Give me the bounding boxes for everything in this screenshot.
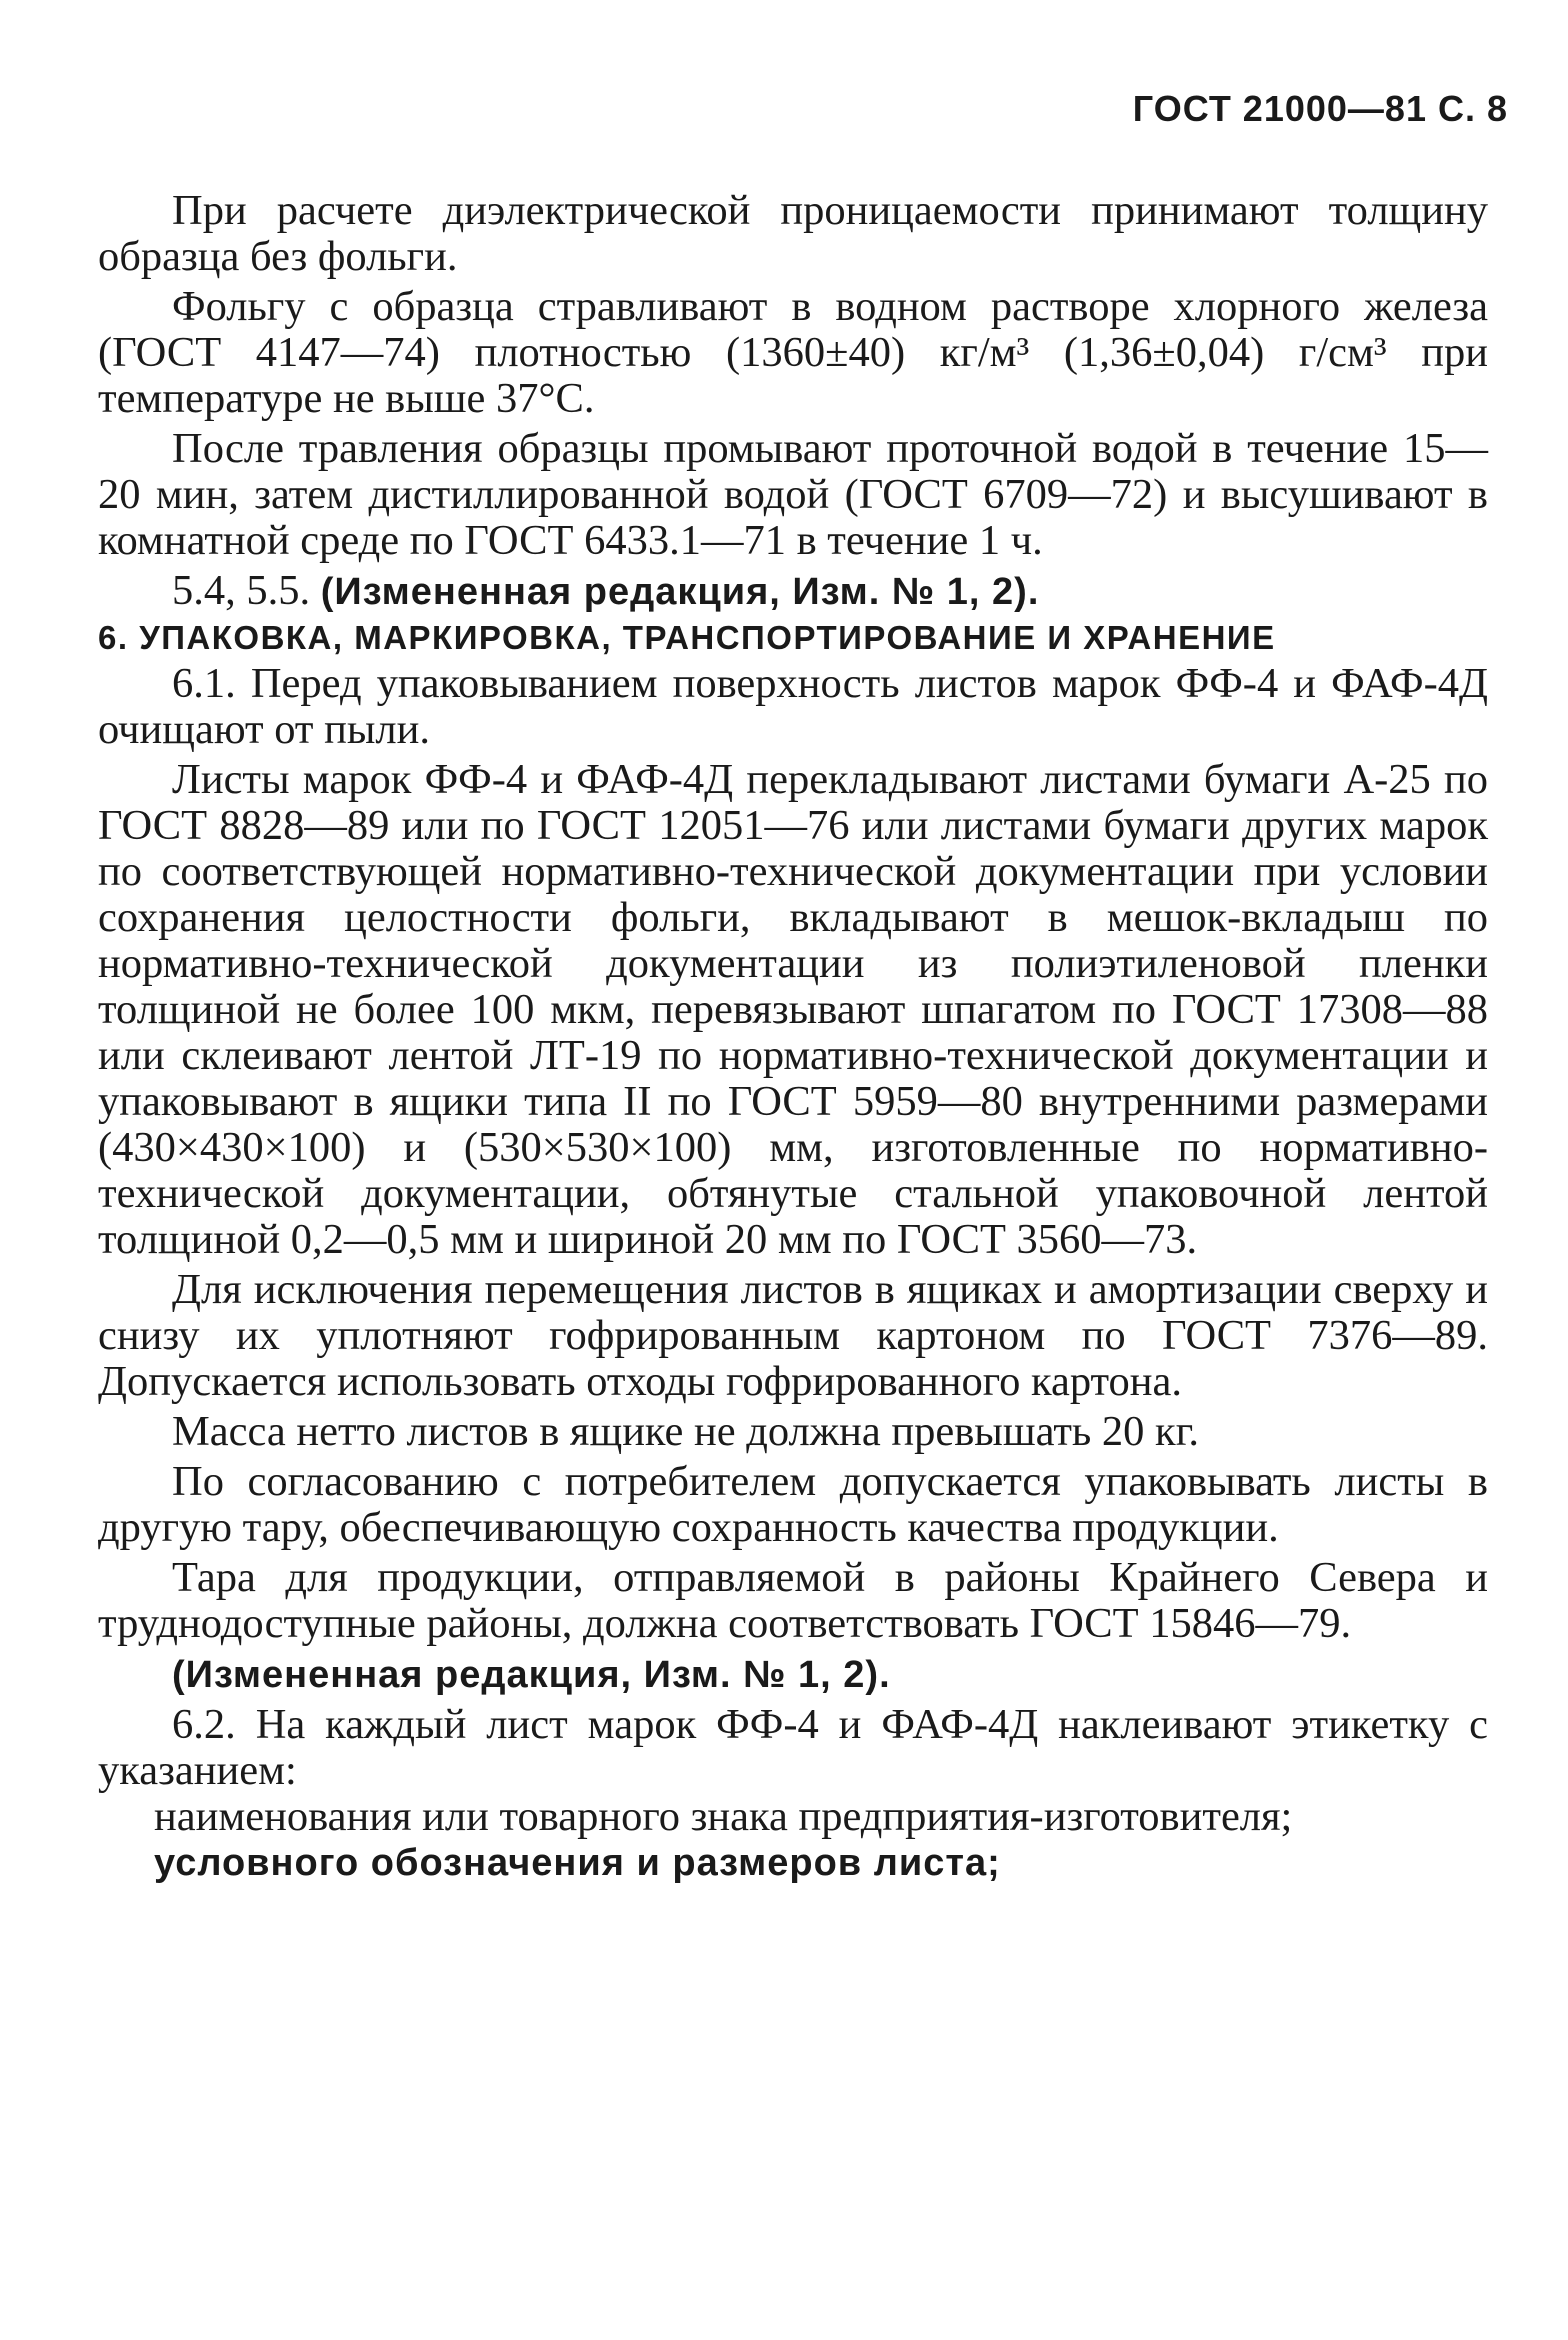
section-heading: 6. УПАКОВКА, МАРКИРОВКА, ТРАНСПОРТИРОВАНИЕ И ХРАНЕНИЕ — [98, 619, 1276, 656]
list-item: наименования или товарного знака предприятия-изготовителя; — [154, 1793, 1293, 1840]
paragraph: 6.1. Перед упаковыванием поверхность листов марок ФФ-4 и ФАФ-4Д очищают от пыли. — [98, 660, 1488, 753]
paragraph: 6.2. На каждый лист марок ФФ-4 и ФАФ-4Д наклеивают этикетку с указанием: — [98, 1701, 1488, 1794]
running-head: ГОСТ 21000—81 С. 8 — [1132, 88, 1508, 129]
paragraph: При расчете диэлектрической проницаемости принимают толщину образца без фольги. — [98, 187, 1488, 280]
paragraph: Фольгу с образца стравливают в водном растворе хлорного железа (ГОСТ 4147—74) плотностью (1360±40) кг/м³ (1,36±0,04) г/см³ при температуре не выше 37°С. — [98, 283, 1488, 422]
paragraph: По согласованию с потребителем допускается упаковывать листы в другую тару, обеспечивающую сохранность качества продукции. — [98, 1458, 1488, 1551]
paragraph: Масса нетто листов в ящике не должна превышать 20 кг. — [172, 1408, 1199, 1455]
paragraph: Листы марок ФФ-4 и ФАФ-4Д перекладывают листами бумаги А-25 по ГОСТ 8828—89 или по ГОСТ 12051—76 или листами бумаги других марок по соответствующей нормативно-технической документации при условии сохранения целостности фольги, вкладывают в мешок-вкладыш по нормативно-технической документации из полиэтиленовой пленки толщиной не более 100 мкм, перевязывают шпагатом по ГОСТ 17308—88 или склеивают лентой ЛТ-19 по нормативно-технической документации и упаковывают в ящики типа II по ГОСТ 5959—80 внутренними размерами (430×430×100) и (530×530×100) мм, изготовленные по нормативно-технической документации, обтянутые стальной упаковочной лентой толщиной 0,2—0,5 мм и шириной 20 мм по ГОСТ 3560—73. — [98, 756, 1488, 1263]
clause-reference: 5.4, 5.5. — [172, 567, 321, 614]
paragraph-amendment-note — [98, 1651, 1488, 1698]
paragraph-amendment-note — [98, 568, 1488, 615]
amendment-note: (Измененная редакция, Изм. № 1, 2). — [172, 1654, 891, 1696]
amendment-note: (Измененная редакция, Изм. № 1, 2). — [320, 571, 1040, 613]
paragraph: После травления образцы промывают проточной водой в течение 15—20 мин, затем дистиллированной водой (ГОСТ 6709—72) и высушивают в комнатной среде по ГОСТ 6433.1—71 в течение 1 ч. — [98, 425, 1488, 564]
list-item: условного обозначения и размеров листа; — [154, 1842, 1001, 1884]
paragraph: Тара для продукции, отправляемой в районы Крайнего Севера и труднодоступные районы, должна соответствовать ГОСТ 15846—79. — [98, 1554, 1488, 1647]
paragraph: Для исключения перемещения листов в ящиках и амортизации сверху и снизу их уплотняют гофрированным картоном по ГОСТ 7376—89. Допускается использовать отходы гофрированного картона. — [98, 1266, 1488, 1405]
document-body — [98, 188, 1488, 1886]
